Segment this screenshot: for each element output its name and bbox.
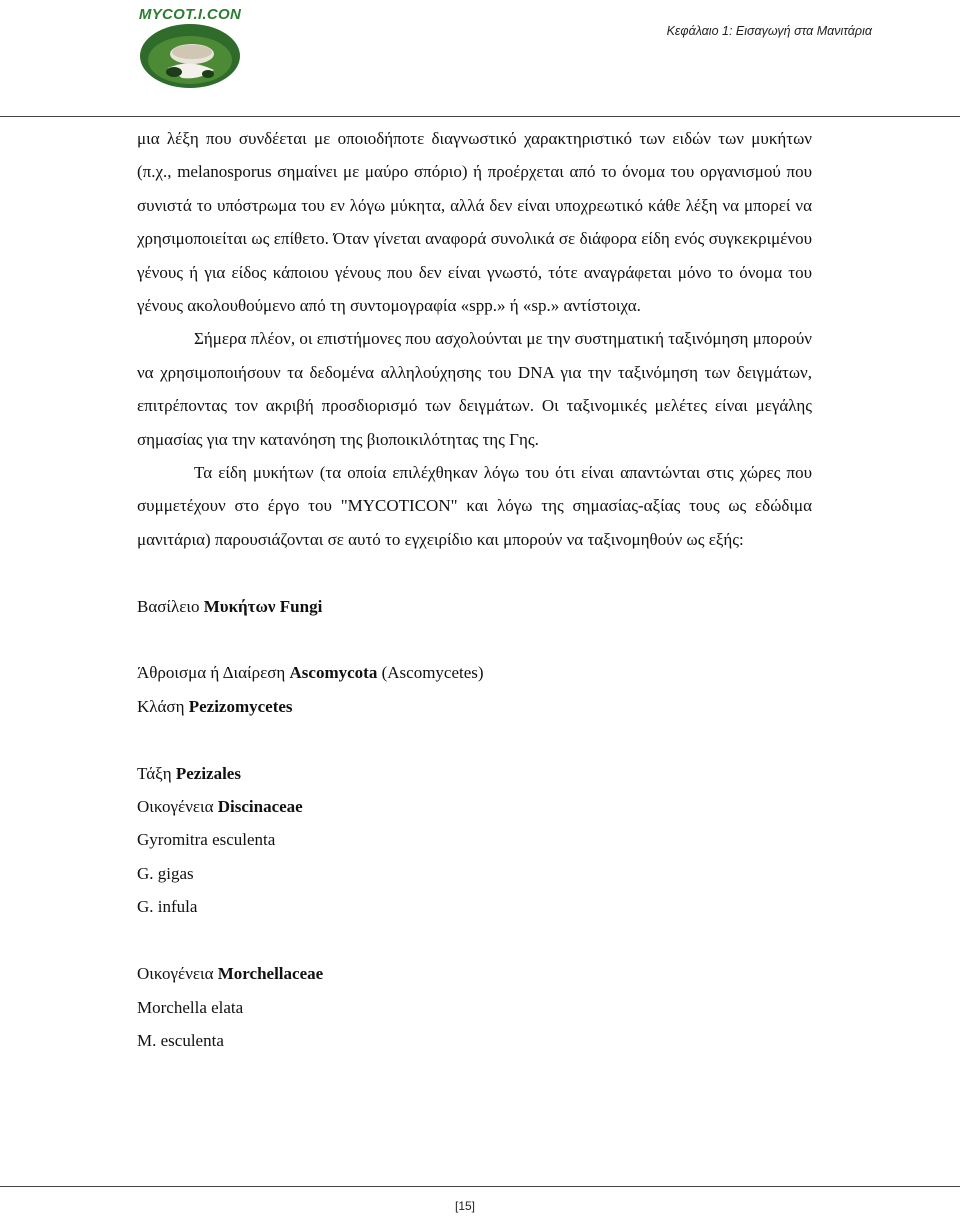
header-divider xyxy=(0,116,960,117)
taxon-division: Άθροισμα ή Διαίρεση Ascomycota (Ascomycetes) xyxy=(137,663,484,683)
page-number: [15] xyxy=(454,1199,475,1213)
taxon-family-discinaceae: Οικογένεια Discinaceae xyxy=(137,797,303,817)
paragraph-3: Τα είδη μυκήτων (τα οποία επιλέχθηκαν λόγω του ότι είναι απαντώνται στις χώρες που συμμετέχουν στο έργο του "MYCOTICON" και λόγω της σημασίας-αξίας τους ως εδώδιμα μανιτάρια) παρουσιάζονται σε αυτό το εγχειρίδιο και μπορούν να ταξινομηθούν ως εξής: xyxy=(137,463,812,549)
logo-text: MYCOT.I.CON xyxy=(138,6,242,23)
taxon-family-morchellaceae: Οικογένεια Morchellaceae xyxy=(137,964,324,984)
page-body xyxy=(137,122,812,1057)
taxon-class: Κλάση Pezizomycetes xyxy=(137,696,293,716)
taxon-kingdom: Βασίλειο Μυκήτων Fungi xyxy=(137,596,323,616)
taxon-order: Τάξη Pezizales xyxy=(137,763,241,783)
paragraph-1: μια λέξη που συνδέεται με οποιοδήποτε διαγνωστικό χαρακτηριστικό των ειδών των μυκήτων (π.χ., melanosporus σημαίνει με μαύρο σπόριο) ή προέρχεται από το όνομα του οργανισμού που συνιστά το υπόστρωμα του εν λόγω μύκητα, αλλά δεν είναι υποχρεωτικό κάθε λέξη να μπορεί να χρησιμοποιείται ως επίθετο. Όταν γίνεται αναφορά συνολικά σε διάφορα είδη ενός συγκεκριμένου γένους ή για είδος κάποιου γένους που δεν είναι γνωστό, τότε αναγράφεται μόνο το όνομα του γένους ακολουθούμενο από τη συντομογραφία «spp.» ή «sp.» αντίστοιχα. xyxy=(137,129,812,316)
chapter-title: Κεφάλαιο 1: Εισαγωγή στα Μανιτάρια xyxy=(666,24,872,38)
species-item: Morchella elata xyxy=(137,997,244,1017)
species-item: G. gigas xyxy=(137,863,194,883)
footer-divider xyxy=(0,1186,960,1187)
page-header xyxy=(0,0,960,116)
species-item: G. infula xyxy=(137,897,198,917)
species-item: M. esculenta xyxy=(137,1030,224,1050)
mycoticon-logo xyxy=(134,4,246,92)
species-item: Gyromitra esculenta xyxy=(137,830,276,850)
paragraph-2: Σήμερα πλέον, οι επιστήμονες που ασχολούνται με την συστηματική ταξινόμηση μπορούν να χρησιμοποιήσουν τα δεδομένα αλληλούχησης του DNA για την ταξινόμηση των δειγμάτων, επιτρέποντας τον ακριβή προσδιορισμό των δειγμάτων. Οι ταξινομικές μελέτες είναι μεγάλης σημασίας για την κατανόηση της βιοποικιλότητας της Γης. xyxy=(137,329,812,449)
